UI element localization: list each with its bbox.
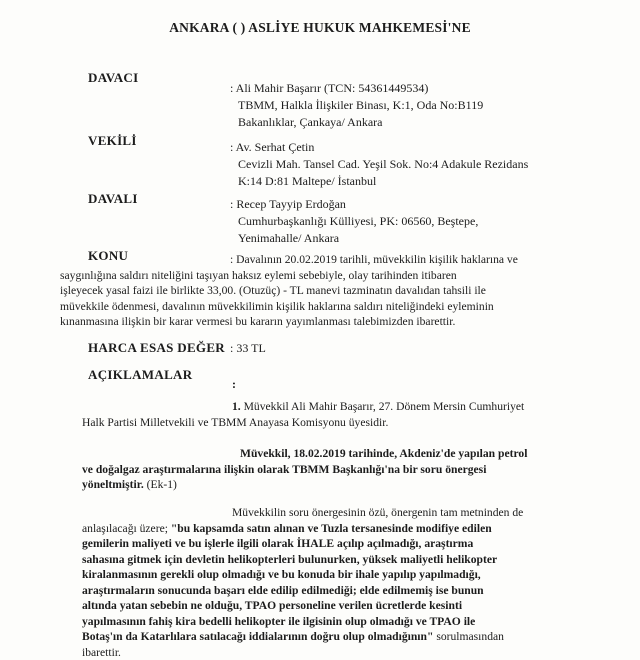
konu-line-1: : Davalının 20.02.2019 tarihli, müvekkilin kişilik haklarına ve: [230, 252, 518, 268]
davali-address-1: Cumhurbaşkanlığı Külliyesi, PK: 06560, Beştepe,: [238, 213, 478, 230]
davaci-details: [228, 80, 483, 131]
konu-line-2: saygınlığına saldırı niteliğini taşıyan haksız eylemi sebebiyle, olay tarihinden itibaren: [60, 268, 518, 284]
davaci-label: DAVACI: [88, 70, 138, 86]
paragraph-2-line-2: ve doğalgaz araştırmalarına ilişkin olarak TBMM Başkanlığı'na bir soru önergesi: [82, 462, 527, 478]
paragraph-3-suffix: sorulmasından: [433, 630, 504, 643]
vekili-label: VEKİLİ: [88, 133, 137, 149]
davaci-address-1: TBMM, Halkla İlişkiler Binası, K:1, Oda No:B119: [238, 97, 483, 114]
paragraph-3-quote-end: Botaş'ın da Katarlılara satılacağı iddialarının doğru olup olmadığının": [82, 630, 433, 643]
harc-value: : 33 TL: [230, 340, 266, 357]
harc-label: HARCA ESAS DEĞER: [88, 340, 225, 356]
paragraph-2-annex: (Ek-1): [144, 478, 177, 491]
paragraph-3-prefix: anlaşılacağı üzere;: [82, 522, 171, 535]
paragraph-2-line-1: Müvekkil, 18.02.2019 tarihinde, Akdeniz'de yapılan petrol: [240, 446, 527, 462]
court-title: ANKARA ( ) ASLİYE HUKUK MAHKEMESİ'NE: [0, 20, 640, 36]
paragraph-3-quote-start: "bu kapsamda satın alınan ve Tuzla tersanesinde modifiye edilen: [171, 522, 492, 535]
konu-line-4: müvekkile ödenmesi, davalının müvekkilimin kişilik haklarına saldırı niteliğindeki eyleminin: [60, 299, 518, 315]
paragraph-3-tail: ibarettir.: [82, 645, 523, 660]
davali-details: [228, 196, 478, 247]
paragraph-3-quote-line-6: yapılmasının fahiş kira bedelli helikopter ile ilgisinin olup olmadığı ve TPAO ile: [82, 614, 523, 630]
paragraph-1-number: 1.: [232, 400, 241, 413]
paragraph-3-quote-line-4: araştırmaların sonucunda başarı elde edilip edilmediği; elde edilmemiş ise bunun: [82, 583, 523, 599]
paragraph-1-line-1: Müvekkil Ali Mahir Başarır, 27. Dönem Mersin Cumhuriyet: [244, 400, 525, 413]
davali-label: DAVALI: [88, 191, 138, 207]
paragraph-1-line-2: Halk Partisi Milletvekili ve TBMM Anayasa Komisyonu üyesidir.: [82, 415, 524, 431]
davali-name: : Recep Tayyip Erdoğan: [230, 196, 478, 213]
vekili-address-1: Cevizli Mah. Tansel Cad. Yeşil Sok. No:4 Adakule Rezidans: [238, 156, 528, 173]
davaci-address-2: Bakanlıklar, Çankaya/ Ankara: [238, 114, 483, 131]
vekili-details: [228, 139, 528, 190]
paragraph-3-quote-line-5: altında yatan sebebin ne olduğu, TPAO personeline verilen ücretlerde kesinti: [82, 598, 523, 614]
paragraph-3: [82, 505, 523, 660]
aciklamalar-label: AÇIKLAMALAR: [88, 367, 192, 383]
paragraph-2-line-3: yöneltmiştir.: [82, 478, 144, 491]
konu-text: [60, 252, 518, 330]
konu-line-5: kınanmasına ilişkin bir karar vermesi bu kararın yayımlanması talebimizden ibarettir.: [60, 314, 518, 330]
konu-line-3: işleyecek yasal faizi ile birlikte 33,00. (Otuzüç) - TL manevi tazminatın davalıdan tahsili ile: [60, 283, 518, 299]
davali-address-2: Yenimahalle/ Ankara: [238, 230, 478, 247]
paragraph-3-quote-line-1: gemilerin maliyeti ve bu işlerle ilgili olarak İHALE açılıp açılmadığı, araştırma: [82, 536, 523, 552]
paragraph-3-quote-line-3: kiralanmasının gerekli olup olmadığı ve bu konuda bir ihale yapılıp yapılmadığı,: [82, 567, 523, 583]
vekili-name: : Av. Serhat Çetin: [230, 139, 528, 156]
paragraph-3-quote-line-2: sahasına gitmek için devletin helikopterleri bulunurken, yüksek maliyetli helikopter: [82, 552, 523, 568]
paragraph-1: [82, 399, 524, 430]
vekili-address-2: K:14 D:81 Maltepe/ İstanbul: [238, 173, 528, 190]
paragraph-2: [82, 446, 527, 493]
paragraph-3-line-1: Müvekkilin soru önergesinin özü, önergenin tam metninden de: [232, 505, 523, 521]
konu-label: KONU: [88, 248, 128, 264]
davaci-name: : Ali Mahir Başarır (TCN: 54361449534): [230, 80, 483, 97]
aciklamalar-colon: :: [232, 376, 236, 393]
